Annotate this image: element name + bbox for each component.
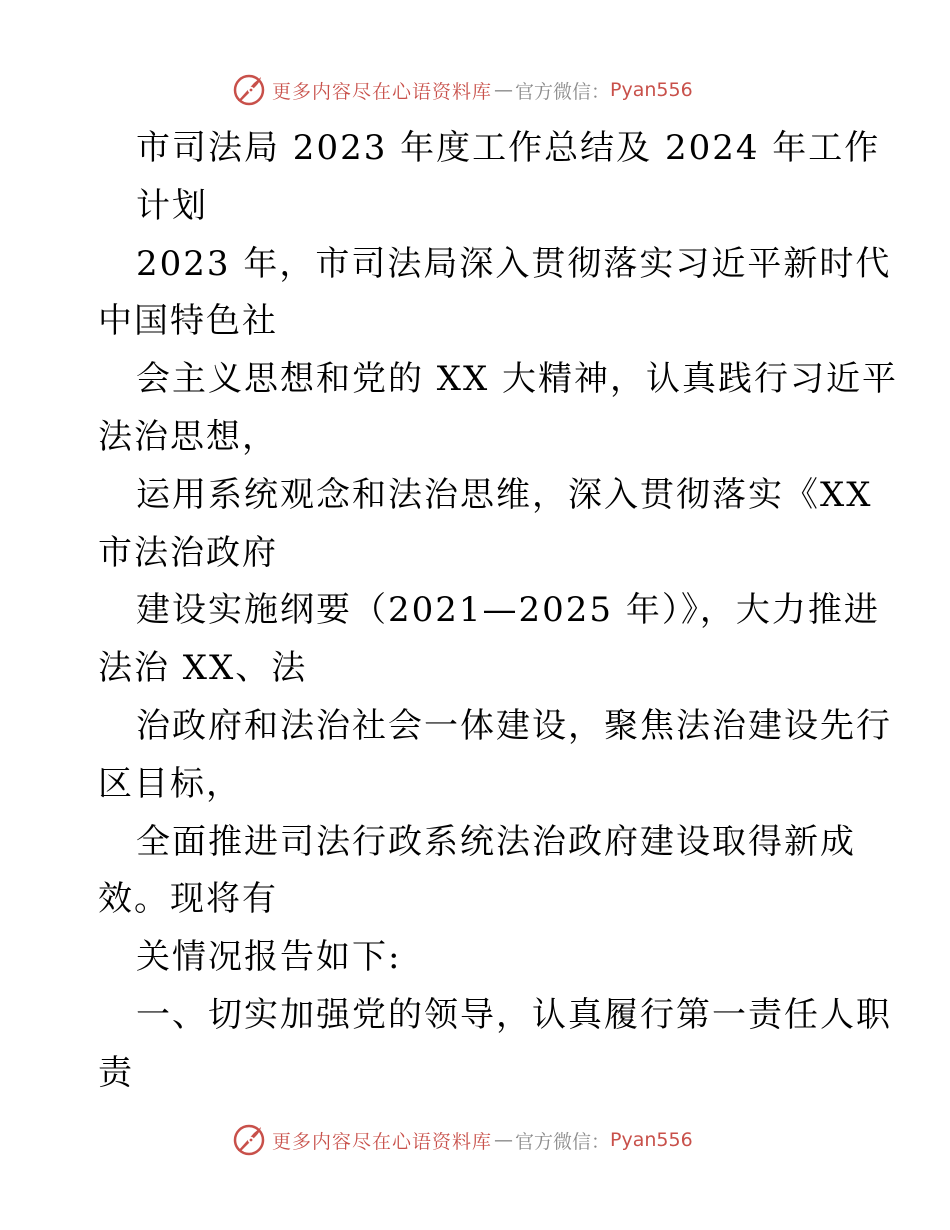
watermark-wechat-id: Pyan556	[610, 79, 693, 101]
quill-pen-logo-icon	[232, 1123, 266, 1157]
watermark-official-label: 官方微信：	[515, 80, 611, 103]
watermark-brand-text: 更多内容尽在心语资料库	[272, 1130, 493, 1153]
document-title-line-1: 市司法局 2023 年度工作总结及 2024 年工作	[136, 128, 881, 168]
paragraph-line: 治政府和法治社会一体建设，聚焦法治建设先行	[136, 705, 892, 746]
paragraph-line: 市法治政府	[98, 532, 278, 573]
header-watermark	[232, 72, 693, 108]
watermark-official-label: 官方微信：	[515, 1130, 611, 1153]
section-heading-line-2: 责	[98, 1052, 134, 1093]
footer-watermark	[232, 1122, 693, 1158]
paragraph-line: 中国特色社	[98, 301, 278, 342]
watermark-dash: —	[494, 79, 514, 101]
paragraph-line: 效。现将有	[98, 879, 278, 920]
section-heading-line-1: 一、切实加强党的领导，认真履行第一责任人职	[136, 994, 892, 1035]
paragraph-line: 2023 年，市司法局深入贯彻落实习近平新时代	[136, 243, 892, 284]
quill-pen-logo-icon	[232, 73, 266, 107]
paragraph-line: 全面推进司法行政系统法治政府建设取得新成	[136, 821, 856, 862]
paragraph-line: 关情况报告如下:	[136, 937, 402, 978]
watermark-wechat-id: Pyan556	[610, 1129, 693, 1151]
paragraph-line: 区目标，	[98, 763, 242, 804]
paragraph-line: 法治 XX、法	[98, 648, 308, 689]
paragraph-line: 运用系统观念和法治思维，深入贯彻落实《XX	[136, 474, 873, 515]
watermark-brand-text: 更多内容尽在心语资料库	[272, 80, 493, 103]
paragraph-line: 建设实施纲要（2021—2025 年）》，大力推进	[136, 590, 880, 631]
watermark-dash: —	[494, 1129, 514, 1151]
paragraph-line: 法治思想，	[98, 416, 278, 457]
document-body	[98, 120, 899, 1103]
document-title-line-2: 计划	[136, 185, 208, 226]
paragraph-line: 会主义思想和党的 XX 大精神，认真践行习近平	[136, 359, 899, 400]
